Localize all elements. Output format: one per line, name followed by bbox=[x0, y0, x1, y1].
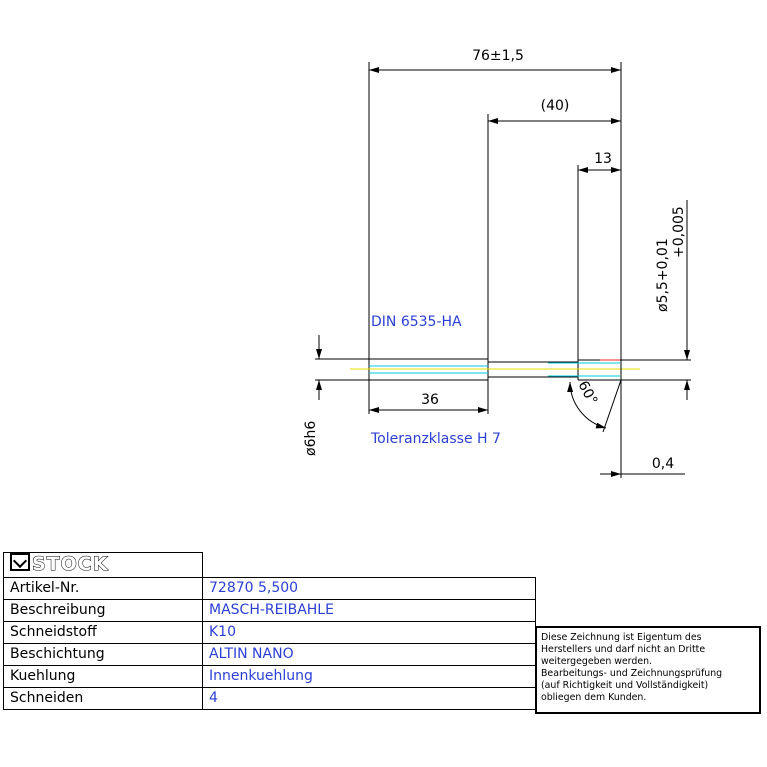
table-row bbox=[4, 578, 536, 600]
table-row bbox=[4, 600, 536, 622]
dimension-lines bbox=[319, 70, 687, 474]
table-row bbox=[4, 688, 536, 710]
company-logo: STOCK bbox=[32, 553, 109, 575]
table-row bbox=[4, 666, 536, 688]
notice-line: obliegen dem Kunden. bbox=[541, 692, 647, 703]
row-value-schneidstoff: K10 bbox=[203, 622, 536, 644]
row-label-kuehlung: Kuehlung bbox=[4, 666, 203, 688]
notice-line: Diese Zeichnung ist Eigentum des bbox=[541, 632, 702, 643]
notice-line: Bearbeitungs- und Zeichnungsprüfung bbox=[541, 668, 723, 679]
standard-note: DIN 6535-HA bbox=[371, 314, 462, 330]
dim-angle: 60° bbox=[574, 378, 601, 408]
dim-shank-diameter: ø6h6 bbox=[303, 420, 319, 456]
dim-13: 13 bbox=[594, 151, 612, 167]
notice-line: Herstellers und darf nicht an Dritte bbox=[541, 644, 706, 655]
row-label-schneidstoff: Schneidstoff bbox=[4, 622, 203, 644]
row-label-beschreibung: Beschreibung bbox=[4, 600, 203, 622]
dim-36: 36 bbox=[421, 392, 439, 408]
table-row bbox=[4, 622, 536, 644]
copyright-notice bbox=[535, 626, 761, 714]
row-value-schneiden: 4 bbox=[203, 688, 536, 710]
row-value-kuehlung: Innenkuehlung bbox=[203, 666, 536, 688]
row-label-schneiden: Schneiden bbox=[4, 688, 203, 710]
stock-logo-icon bbox=[10, 553, 30, 571]
notice-line: weitergegeben werden. bbox=[541, 656, 653, 667]
dim-tip-diameter-line2: +0,005 bbox=[671, 206, 687, 258]
dim-tip-diameter-line1: ø5,5+0,01 bbox=[655, 238, 671, 312]
dim-0-4: 0,4 bbox=[651, 456, 675, 472]
logo-row bbox=[4, 553, 536, 578]
notice-line: (auf Richtigkeit und Vollständigkeit) bbox=[541, 680, 709, 691]
dim-overall-length: 76±1,5 bbox=[472, 48, 524, 64]
extension-lines bbox=[315, 62, 691, 478]
logo-row-empty bbox=[203, 553, 536, 578]
row-value-beschreibung: MASCH-REIBAHLE bbox=[203, 600, 536, 622]
row-label-artikel: Artikel-Nr. bbox=[4, 578, 203, 600]
title-block-table bbox=[3, 552, 536, 710]
tolerance-note: Toleranzklasse H 7 bbox=[371, 431, 501, 447]
row-value-beschichtung: ALTIN NANO bbox=[203, 644, 536, 666]
table-row bbox=[4, 644, 536, 666]
dim-tip-diameter bbox=[655, 206, 687, 312]
dim-40: (40) bbox=[540, 98, 570, 114]
row-label-beschichtung: Beschichtung bbox=[4, 644, 203, 666]
logo-cell bbox=[4, 553, 203, 578]
row-value-artikel: 72870 5,500 bbox=[203, 578, 536, 600]
